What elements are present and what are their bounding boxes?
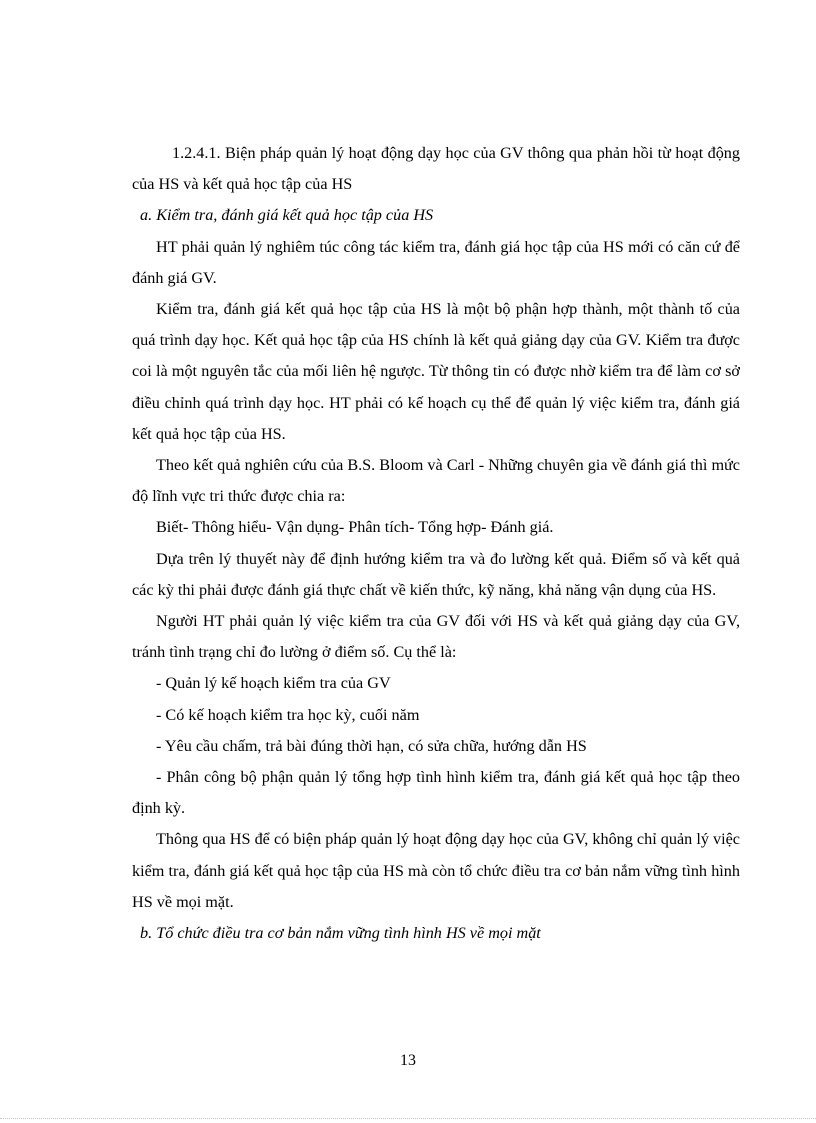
subsection-heading-b: b. Tổ chức điều tra cơ bản nắm vững tình hình HS về mọi mặt (140, 924, 541, 943)
section-heading: 1.2.4.1. Biện pháp quản lý hoạt động dạy học của GV thông qua phản hồi từ hoạt động của HS và kết quả học tập của HS (132, 144, 740, 194)
paragraph: Người HT phải quản lý việc kiểm tra của GV đối với HS và kết quả giảng dạy của GV, tránh tình trạng chỉ đo lường ở điểm số. Cụ thể là: (132, 612, 740, 662)
subsection-heading-a: a. Kiểm tra, đánh giá kết quả học tập của HS (140, 206, 434, 225)
list-item: - Phân công bộ phận quản lý tổng hợp tình hình kiểm tra, đánh giá kết quả học tập theo định kỳ. (132, 768, 740, 818)
paragraph: HT phải quản lý nghiêm túc công tác kiểm tra, đánh giá học tập của HS mới có căn cứ để đánh giá GV. (132, 237, 740, 287)
paragraph: Theo kết quả nghiên cứu của B.S. Bloom và Carl - Những chuyên gia về đánh giá thì mức độ lĩnh vực tri thức được chia ra: (132, 456, 740, 506)
paragraph: Dựa trên lý thuyết này để định hướng kiểm tra và đo lường kết quả. Điểm số và kết quả các kỳ thi phải được đánh giá thực chất về kiến thức, kỹ năng, khả năng vận dụng của HS. (132, 549, 740, 599)
paragraph: Thông qua HS để có biện pháp quản lý hoạt động dạy học của GV, không chỉ quản lý việc kiểm tra, đánh giá kết quả học tập của HS mà còn tổ chức điều tra cơ bản nắm vững tình hình HS về mọi mặt. (132, 830, 740, 911)
list-item: - Quản lý kế hoạch kiểm tra của GV (156, 674, 391, 693)
page-bottom-border (0, 1118, 816, 1119)
document-body (132, 138, 740, 949)
paragraph: Biết- Thông hiểu- Vận dụng- Phân tích- Tổng hợp- Đánh giá. (156, 518, 554, 537)
paragraph: Kiểm tra, đánh giá kết quả học tập của HS là một bộ phận hợp thành, một thành tố của quá trình dạy học. Kết quả học tập của HS chính là kết quả giảng dạy của GV. Kiểm tra được coi là một nguyên tắc của mối liên hệ ngược. Từ thông tin có được nhờ kiểm tra để làm cơ sở điều chỉnh quá trình dạy học. HT phải có kế hoạch cụ thể để quản lý việc kiểm tra, đánh giá kết quả học tập của HS. (132, 300, 740, 443)
page-number: 13 (400, 1052, 416, 1069)
list-item: - Có kế hoạch kiểm tra học kỳ, cuối năm (156, 705, 420, 724)
list-item: - Yêu cầu chấm, trả bài đúng thời hạn, có sửa chữa, hướng dẫn HS (156, 736, 587, 755)
